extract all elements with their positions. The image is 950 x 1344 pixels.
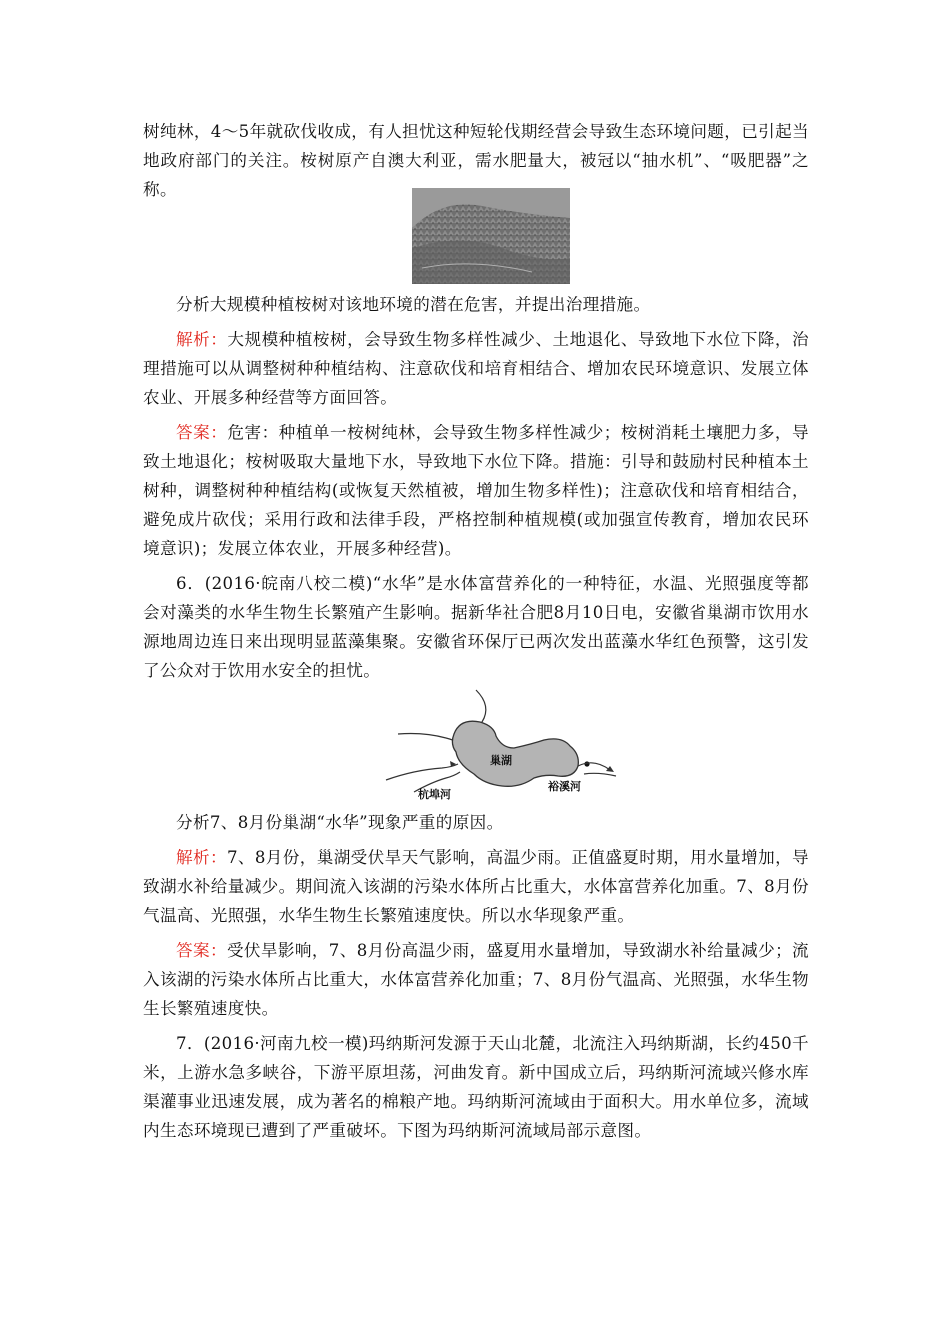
q6-answer-text: 受伏旱影响，7、8月份高温少雨，盛夏用水量增加，导致湖水补给量减少；流入该湖的污染水体所占比重大，水体富营养化加重；7、8月份气温高、光照强，水华生物生长繁殖速度快。 — [143, 941, 809, 1018]
q5-answer-text: 危害：种植单一桉树纯林，会导致生物多样性减少；桉树消耗土壤肥力多，导致土地退化；桉树吸取大量地下水，导致地下水位下降。措施：引导和鼓励村民种植本土树种，调整树种种植结构(或恢复天然植被，增加生物多样性)；注意砍伐和培育相结合，避免成片砍伐；采用行政和法律手段，严格控制种植规模(或加强宣传教育，增加农民环境意识)；发展立体农业，开展多种经营)。 — [143, 423, 809, 558]
q6-analysis-text: 7、8月份，巢湖受伏旱天气影响，高温少雨。正值盛夏时期，用水量增加，导致湖水补给量减少。期间流入该湖的污染水体所占比重大，水体富营养化加重。7、8月份气温高、光照强，水华生物生长繁殖速度快。所以水华现象严重。 — [143, 848, 809, 925]
q6-stem: 6．(2016·皖南八校二模)“水华”是水体富营养化的一种特征，水温、光照强度等都会对藻类的水华生物生长繁殖产生影响。据新华社合肥8月10日电，安徽省巢湖市饮用水源地周边连日来出现明显蓝藻集聚。安徽省环保厅已两次发出蓝藻水华红色预警，这引发了公众对于饮用水安全的担忧。 — [143, 574, 809, 680]
q5-section — [143, 290, 809, 691]
q6-answer — [143, 936, 809, 1023]
eucalyptus-forest-photo — [412, 188, 570, 284]
q6-prompt: 分析7、8月份巢湖“水华”现象严重的原因。 — [176, 813, 504, 832]
q6-analysis — [143, 843, 809, 930]
q7-stem: 7．(2016·河南九校一模)玛纳斯河发源于天山北麓，北流注入玛纳斯湖，长约450千米，上游水急多峡谷，下游平原坦荡，河曲发育。新中国成立后，玛纳斯河流域兴修水库渠灌事业迅速发展，成为著名的棉粮产地。玛纳斯河流域由于面积大。用水单位多，流域内生态环境现已遭到了严重破坏。下图为玛纳斯河流域局部示意图。 — [143, 1034, 809, 1140]
lake-label: 巢湖 — [490, 754, 512, 767]
intro-text: 树纯林，4～5年就砍伐收成，有人担忧这种短轮伐期经营会导致生态环境问题，已引起当地政府部门的关注。桉树原产自澳大利亚，需水肥量大，被冠以“抽水机”、“吸肥器”之称。 — [143, 122, 809, 199]
river-right-label: 裕溪河 — [548, 780, 581, 793]
q5-analysis — [143, 325, 809, 412]
q6-q7-section — [143, 808, 809, 1151]
answer-label: 答案： — [176, 423, 228, 442]
q5-prompt: 分析大规模种植桉树对该地环境的潜在危害，并提出治理措施。 — [176, 295, 651, 314]
q5-answer — [143, 418, 809, 563]
q5-analysis-text: 大规模种植桉树，会导致生物多样性减少、土地退化、导致地下水位下降，治理措施可以从调整树种种植结构、注意砍伐和培育相结合、增加农民环境意识、发展立体农业、开展多种经营等方面回答。 — [143, 330, 809, 407]
answer-label: 答案： — [176, 941, 227, 960]
analysis-label: 解析： — [176, 330, 228, 349]
chaohu-lake-map — [384, 688, 624, 804]
analysis-label: 解析： — [176, 848, 227, 867]
river-left-label: 杭埠河 — [418, 788, 451, 801]
